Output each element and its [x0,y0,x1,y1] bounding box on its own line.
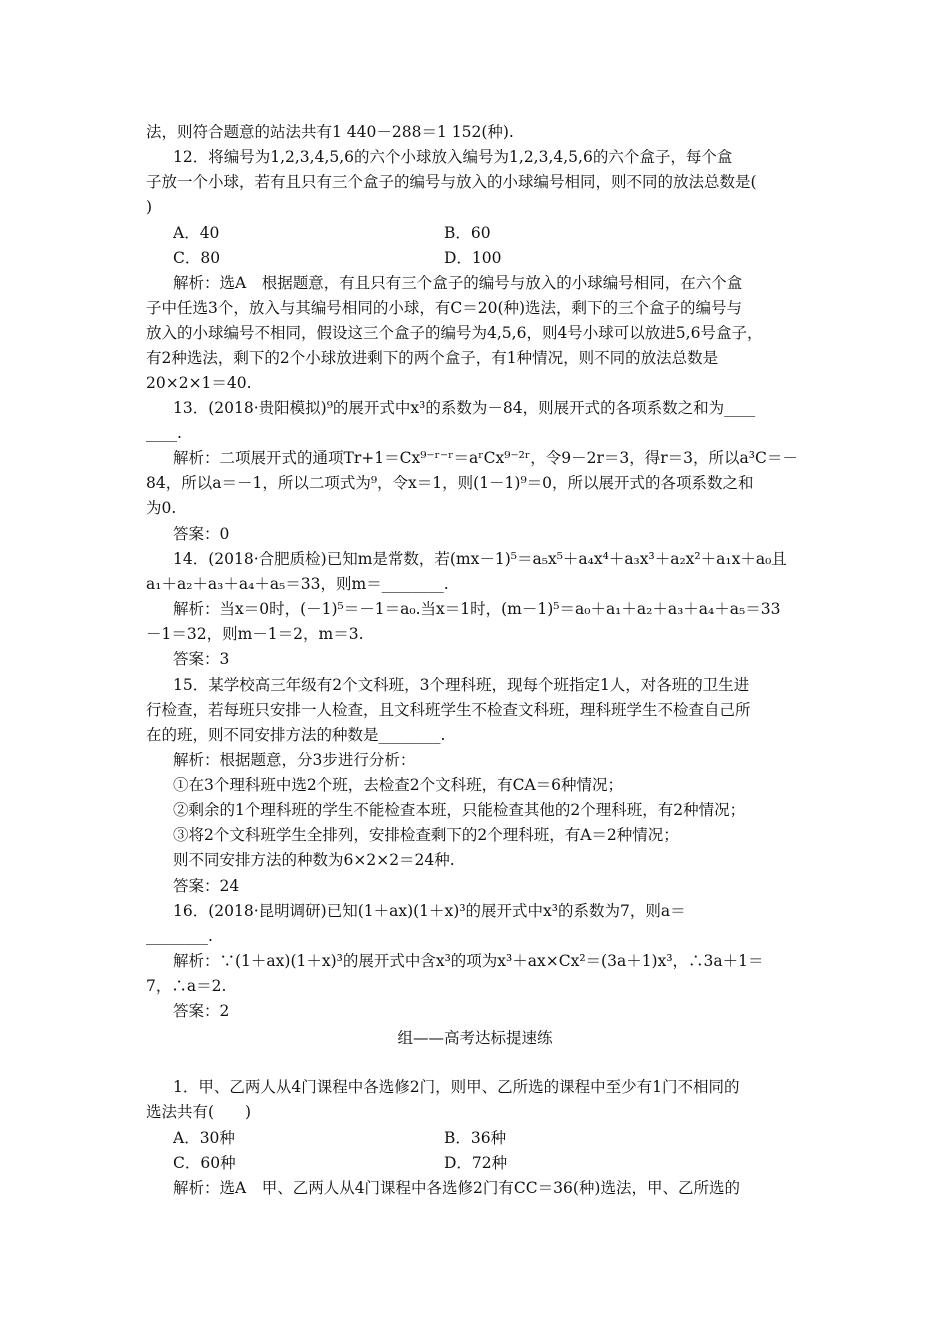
text-line: 法，则符合题意的站法共有1 440－288＝1 152(种). [146,123,514,141]
option-a: A．40 [173,224,220,242]
answer-16: 答案：2 [173,1002,230,1020]
solution-13: 解析：二项展开式的通项Tr+1＝Cx⁹⁻ʳ⁻ʳ＝aʳCx⁹⁻²ʳ，令9－2r＝3，得r＝3，所以a³C＝－ [173,449,798,467]
question-13: 13．(2018·贵阳模拟)⁹的展开式中x³的系数为－84，则展开式的各项系数之和为____ [173,399,756,417]
solution-15: 解析：根据题意，分3步进行分析： [173,751,416,769]
text-line: ) [146,198,153,216]
text-line: ________. [146,927,213,945]
solution-12: 解析：选A 根据题意，有且只有三个盒子的编号与放入的小球编号相同，在六个盒 [173,274,743,292]
option-d: D．100 [444,249,502,267]
text-line: ③将2个文科班学生全排列，安排检查剩下的2个理科班，有A＝2种情况； [173,826,679,844]
option-d: D．72种 [444,1154,508,1172]
text-line: ②剩余的1个理科班的学生不能检查本班，只能检查其他的2个理科班，有2种情况； [173,801,746,819]
text-line: 行检查，若每班只安排一人检查，且文科班学生不检查文科班，理科班学生不检查自己所 [146,701,751,719]
answer-14: 答案：3 [173,650,230,668]
question-15: 15．某学校高三年级有2个文科班，3个理科班，现每个班指定1人，对各班的卫生进 [173,676,750,694]
text-line: ①在3个理科班中选2个班，去检查2个文科班，有CA＝6种情况； [173,776,624,794]
text-line: ____. [146,424,182,442]
text-line: 20×2×1＝40. [146,374,252,392]
question-14: 14．(2018·合肥质检)已知m是常数，若(mx－1)⁵＝a₅x⁵＋a₄x⁴＋a₃x³＋a₂x²＋a₁x＋a₀且 [173,550,787,568]
section-title: 组——高考达标提速练 [397,1029,553,1047]
option-b: B．36种 [444,1129,507,1147]
text-line: 子放一个小球，若有且只有三个盒子的编号与放入的小球编号相同，则不同的放法总数是( [146,173,757,191]
solution-14: 解析：当x＝0时，(－1)⁵＝－1＝a₀.当x＝1时，(m－1)⁵＝a₀＋a₁＋a₂＋a₃＋a₄＋a₅＝33 [173,600,781,618]
text-line: 选法共有( ) [146,1103,252,1121]
answer-13: 答案：0 [173,525,230,543]
option-c: C．80 [173,249,221,267]
text-line: a₁＋a₂＋a₃＋a₄＋a₅＝33，则m＝________. [146,575,449,593]
text-line: 则不同安排方法的种数为6×2×2＝24种. [173,851,455,869]
option-a: A．30种 [173,1129,235,1147]
option-c: C．60种 [173,1154,236,1172]
text-line: 为0. [146,499,177,517]
solution-16: 解析：∵(1＋ax)(1＋x)³的展开式中含x³的项为x³＋ax×Cx²＝(3a＋1)x³，∴3a＋1＝ [173,952,764,970]
text-line: 在的班，则不同安排方法的种数是________. [146,726,446,744]
text-line: 7，∴a＝2. [146,977,227,995]
text-line: 子中任选3个，放入与其编号相同的小球，有C＝20(种)选法，剩下的三个盒子的编号与 [146,299,743,317]
question-12: 12．将编号为1,2,3,4,5,6的六个小球放入编号为1,2,3,4,5,6的六个盒子，每个盒 [173,148,733,166]
text-line: 有2种选法，剩下的2个小球放进剩下的两个盒子，有1种情况，则不同的放法总数是 [146,349,719,367]
option-b: B．60 [444,224,491,242]
text-line: 84，所以a＝－1，所以二项式为⁹，令x＝1，则(1－1)⁹＝0，所以展开式的各项系数之和 [146,474,754,492]
text-line: 放入的小球编号不相同，假设这三个盒子的编号为4,5,6，则4号小球可以放进5,6号盒子， [146,324,763,342]
question-16: 16．(2018·昆明调研)已知(1＋ax)(1＋x)³的展开式中x³的系数为7，则a＝ [173,902,686,920]
text-line: －1＝32，则m－1＝2，m＝3. [146,625,364,643]
solution-1: 解析：选A 甲、乙两人从4门课程中各选修2门有CC＝36(种)选法，甲、乙所选的 [173,1179,740,1197]
question-1: 1．甲、乙两人从4门课程中各选修2门，则甲、乙所选的课程中至少有1门不相同的 [173,1078,740,1096]
answer-15: 答案：24 [173,877,240,895]
